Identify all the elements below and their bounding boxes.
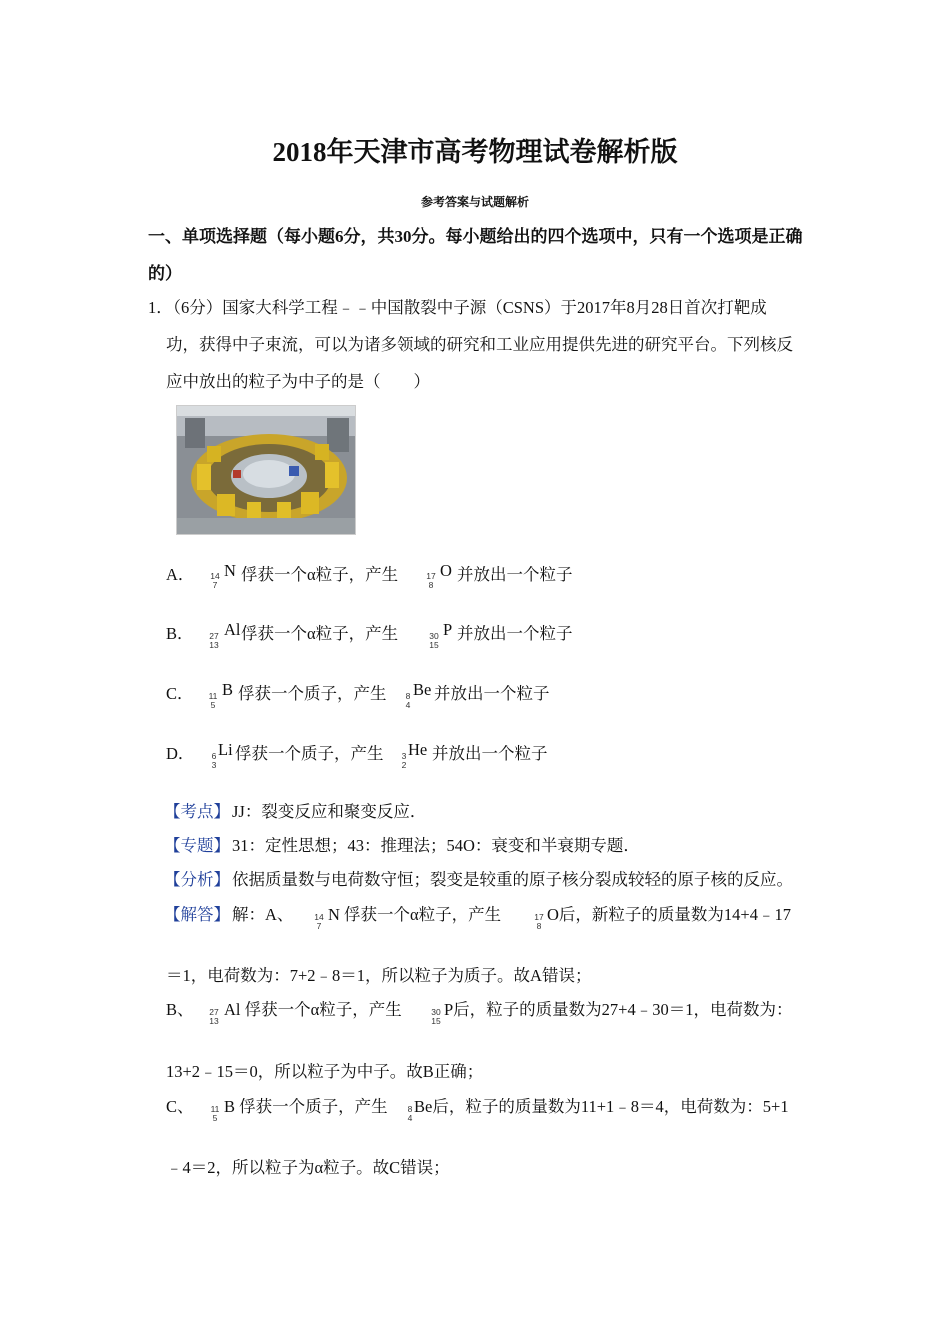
jieda-b-isotope2-numbers: [428, 1008, 444, 1026]
jieda-a-end: O后，新粒子的质量数为14+4﹣17: [547, 905, 791, 924]
section-heading-line1: 一、单项选择题（每小题6分，共30分。每小题给出的四个选项中，只有一个选项是正确: [148, 227, 803, 246]
mass-number: 8: [407, 1104, 413, 1114]
atomic-number: 13: [209, 640, 219, 650]
option-b-isotope1-numbers: [206, 632, 222, 650]
jieda-tag: 【解答】: [164, 905, 230, 924]
mass-number: 17: [426, 571, 436, 581]
option-b-element2: P: [443, 620, 453, 639]
option-c-text1: 俘获一个质子，产生: [238, 684, 387, 703]
csns-photo: [176, 405, 356, 535]
mass-number: 11: [210, 1104, 220, 1114]
atomic-number: 7: [212, 580, 218, 590]
question-line2: 功，获得中子束流，可以为诸多领域的研究和工业应用提供先进的研究平台。下列核反: [166, 335, 793, 354]
option-c-isotope1-numbers: [206, 692, 220, 710]
jieda-c-prefix: C、: [166, 1097, 194, 1116]
kaodian-tag: 【考点】: [164, 802, 230, 821]
option-b-isotope2-numbers: [426, 632, 442, 650]
option-d-text2: 并放出一个粒子: [432, 744, 548, 763]
jieda-a-isotope2-numbers: [532, 913, 546, 931]
atomic-number: 3: [211, 760, 217, 770]
jieda-a-mid: N 俘获一个α粒子，产生: [328, 905, 502, 924]
mass-number: 27: [209, 1007, 219, 1017]
page-subtitle: 参考答案与试题解析: [420, 195, 529, 209]
option-b-text1: 俘获一个α粒子，产生: [241, 624, 399, 643]
mass-number: 30: [429, 631, 439, 641]
option-c-label: C．: [166, 684, 194, 703]
mass-number: 27: [209, 631, 219, 641]
fenxi-tag: 【分析】: [164, 870, 230, 889]
mass-number: 11: [208, 691, 218, 701]
option-a-label: A．: [166, 565, 195, 584]
option-a-text2: 并放出一个粒子: [457, 565, 573, 584]
atomic-number: 8: [536, 921, 542, 931]
jieda-a-isotope1-numbers: [312, 913, 326, 931]
jieda-c-isotope1-numbers: [208, 1105, 222, 1123]
atomic-number: 5: [210, 700, 216, 710]
option-d-element2: He: [408, 740, 428, 759]
atomic-number: 4: [407, 1113, 413, 1123]
option-b-text2: 并放出一个粒子: [457, 624, 573, 643]
atomic-number: 15: [429, 640, 439, 650]
jieda-c-line2: ﹣4＝2，所以粒子为α粒子。故C错误；: [166, 1158, 450, 1177]
fenxi-text: 依据质量数与电荷数守恒；裂变是较重的原子核分裂成较轻的原子核的反应。: [232, 870, 793, 889]
option-d-text1: 俘获一个质子，产生: [235, 744, 384, 763]
option-a-text1: 俘获一个α粒子，产生: [241, 565, 399, 584]
question-line1: 1．（6分）国家大科学工程﹣﹣中国散裂中子源（CSNS）于2017年8月28日首次打靶成: [148, 298, 767, 317]
jieda-b-end: P后，粒子的质量数为27+4﹣30＝1，电荷数为：: [444, 1000, 793, 1019]
page-title: 2018年天津市高考物理试卷解析版: [272, 137, 678, 167]
jieda-b-mid: Al 俘获一个α粒子，产生: [224, 1000, 402, 1019]
mass-number: 8: [405, 691, 411, 701]
atomic-number: 7: [316, 921, 322, 931]
zhuanti-text: 31：定性思想；43：推理法；54O：衰变和半衰期专题．: [232, 836, 640, 855]
option-a-element1: N: [224, 561, 236, 580]
atomic-number: 4: [405, 700, 411, 710]
atomic-number: 5: [212, 1113, 218, 1123]
jieda-c-end: Be后，粒子的质量数为11+1﹣8＝4，电荷数为：5+1: [414, 1097, 789, 1116]
option-a-isotope1-numbers: [208, 572, 222, 590]
atomic-number: 15: [431, 1016, 441, 1026]
option-c-text2: 并放出一个粒子: [434, 684, 550, 703]
option-d-element1: Li: [218, 740, 233, 759]
jieda-a-prefix: 解：A、: [232, 905, 294, 924]
jieda-b-line2: 13+2﹣15＝0，所以粒子为中子。故B正确；: [166, 1062, 484, 1081]
section-heading-line2: 的）: [148, 264, 182, 283]
mass-number: 3: [401, 751, 407, 761]
option-a-element2: O: [440, 561, 452, 580]
question-line3: 应中放出的粒子为中子的是（ ）: [166, 372, 430, 391]
option-b-label: B．: [166, 624, 194, 643]
jieda-b-isotope1-numbers: [206, 1008, 222, 1026]
mass-number: 6: [211, 751, 217, 761]
jieda-c-mid: B 俘获一个质子，产生: [224, 1097, 388, 1116]
option-b-element1: Al: [224, 620, 241, 639]
atomic-number: 13: [209, 1016, 219, 1026]
option-c-element1: B: [222, 680, 234, 699]
jieda-b-prefix: B、: [166, 1000, 194, 1019]
atomic-number: 8: [428, 580, 434, 590]
jieda-a-line2: ＝1，电荷数为：7+2﹣8＝1，所以粒子为质子。故A错误；: [166, 966, 592, 985]
mass-number: 14: [210, 571, 220, 581]
mass-number: 30: [431, 1007, 441, 1017]
zhuanti-tag: 【专题】: [164, 836, 230, 855]
mass-number: 17: [534, 912, 544, 922]
option-d-label: D．: [166, 744, 195, 763]
option-a-isotope2-numbers: [424, 572, 438, 590]
kaodian-text: JJ：裂变反应和聚变反应．: [232, 802, 427, 821]
option-c-element2: Be: [413, 680, 432, 699]
atomic-number: 2: [401, 760, 407, 770]
mass-number: 14: [314, 912, 324, 922]
